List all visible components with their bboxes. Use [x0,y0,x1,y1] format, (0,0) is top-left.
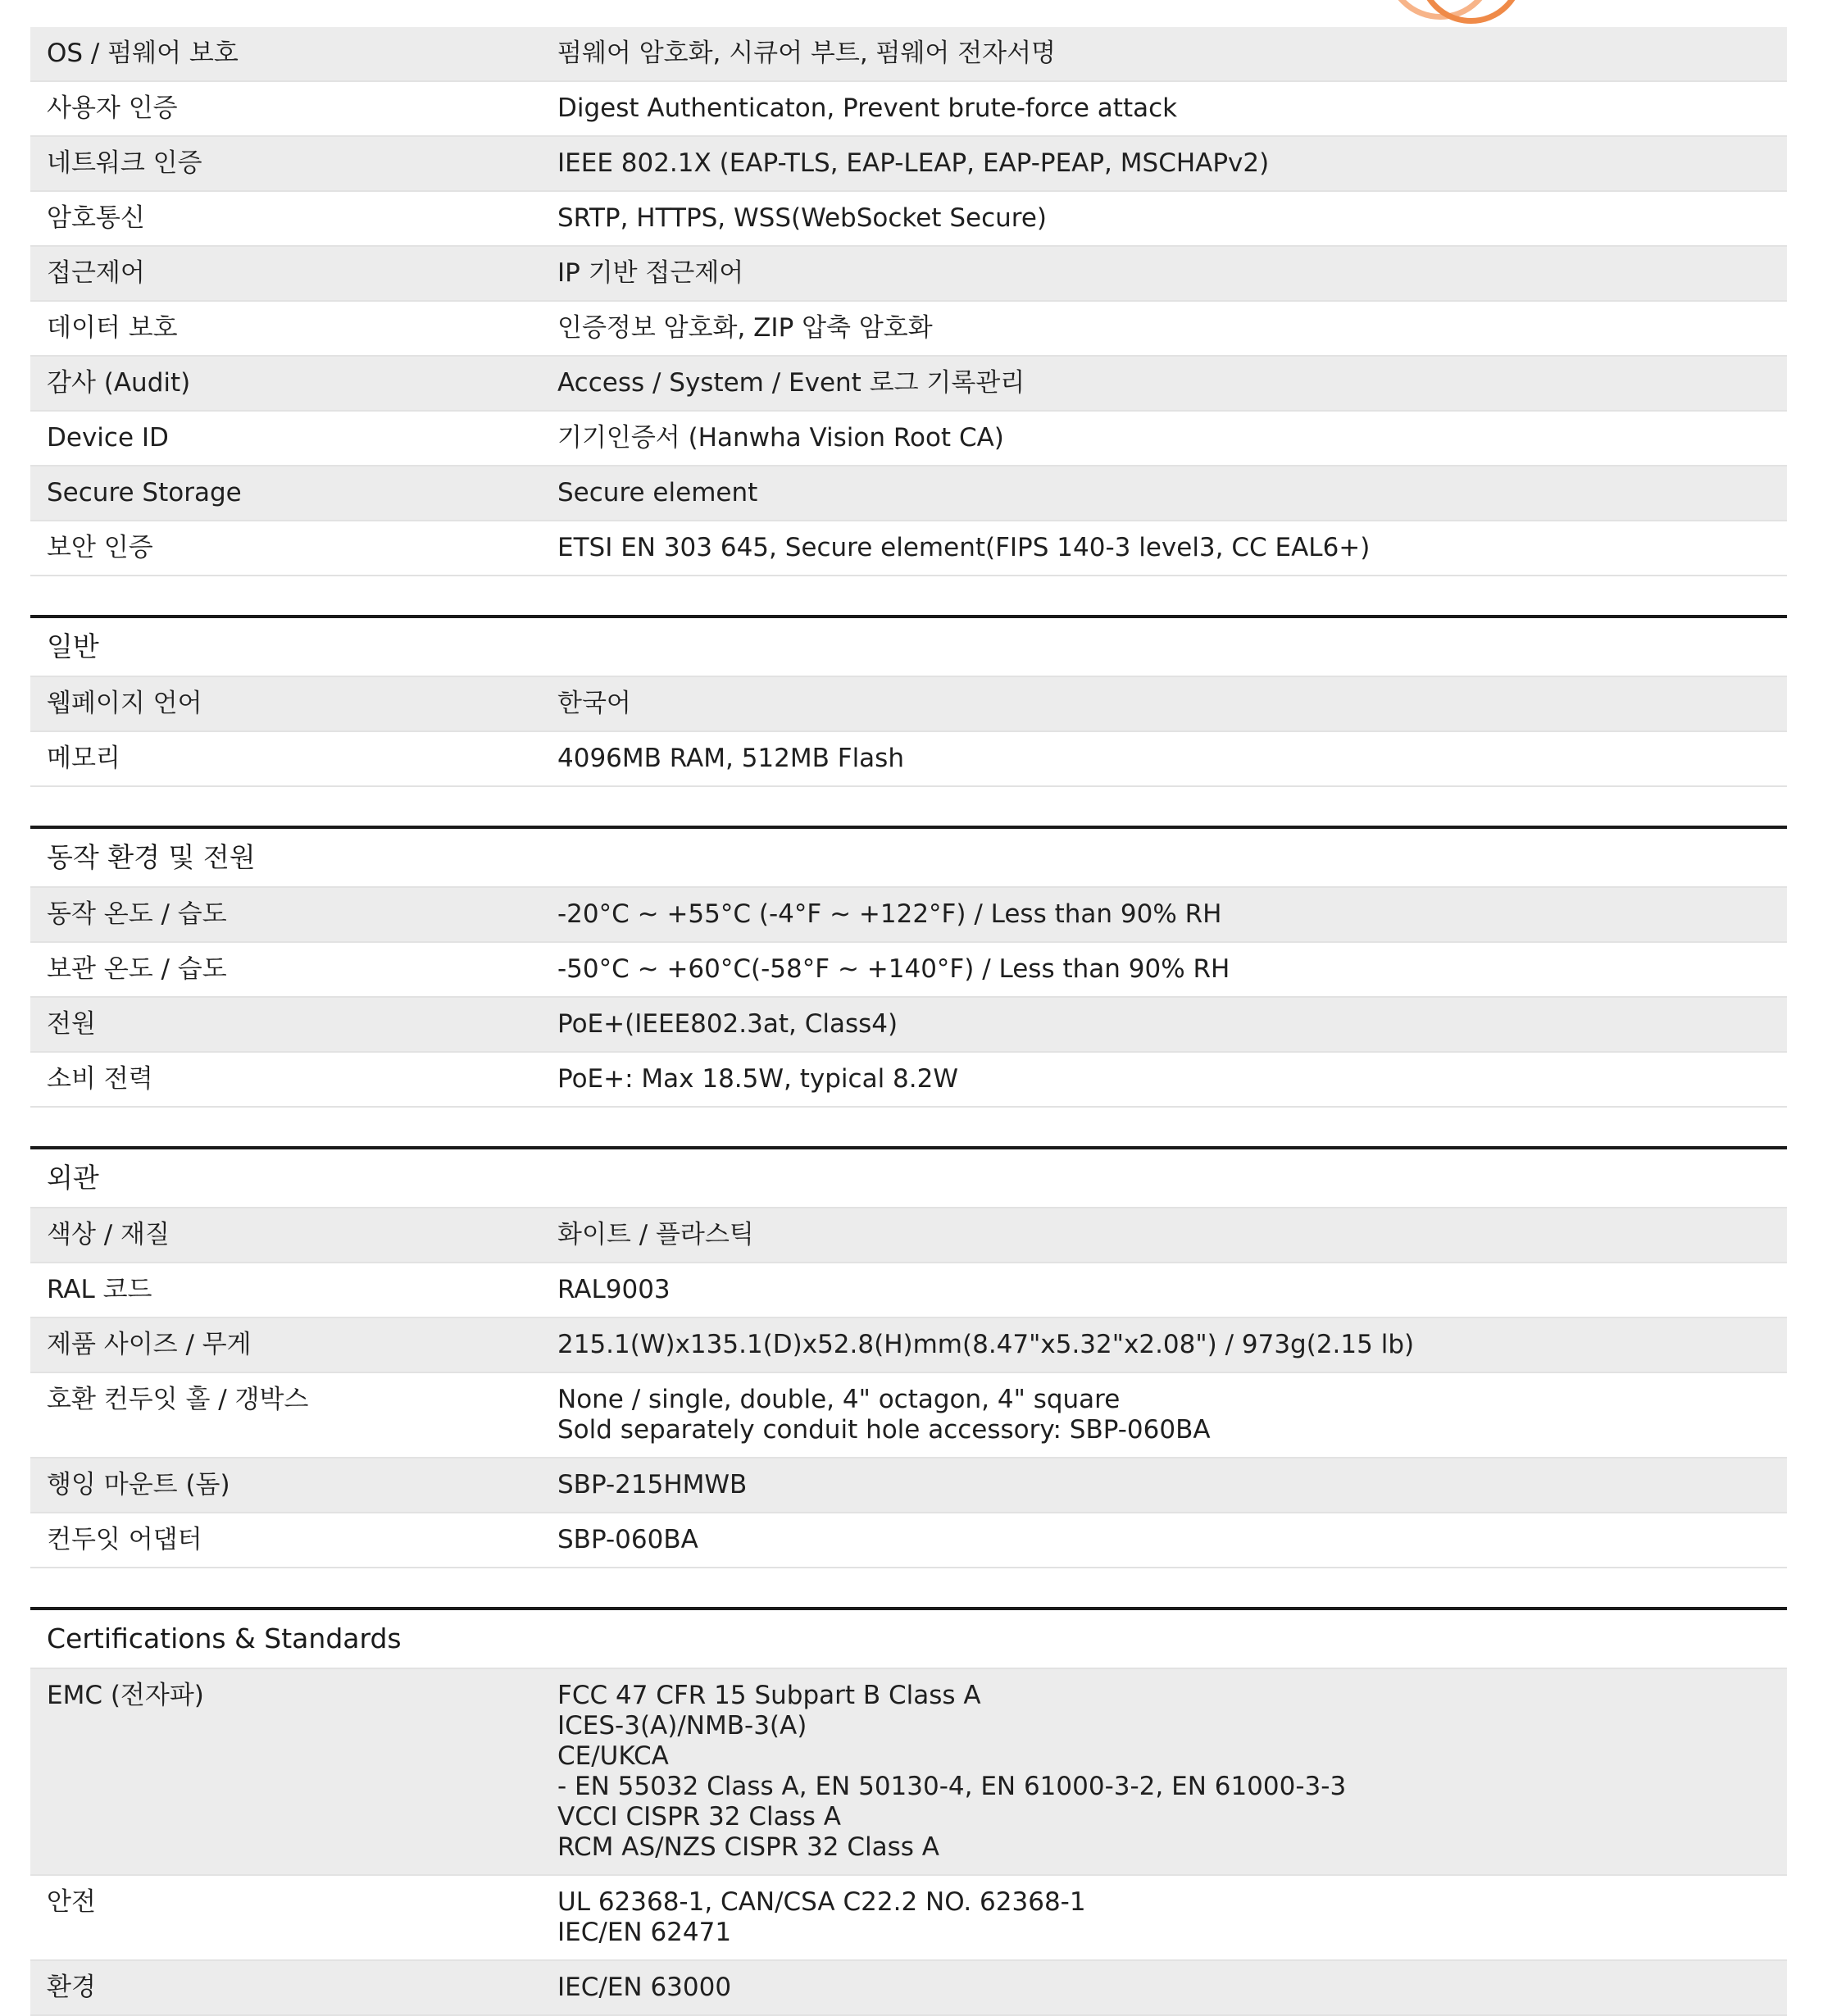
spec-row [30,1373,1787,1459]
spec-label: 암호통신 [47,203,145,233]
spec-label: 접근제어 [47,258,145,288]
spec-label: Device ID [47,423,169,453]
spec-label: 사용자 인증 [47,93,178,123]
spec-row [30,137,1787,192]
spec-label: 제품 사이즈 / 무게 [47,1330,252,1359]
spec-value: SBP-215HMWB [557,1470,748,1499]
section-title: 일반 [30,618,1787,677]
spec-label: Secure Storage [47,478,242,507]
spec-row [30,1669,1787,1876]
spec-row [30,888,1787,943]
spec-value: 한국어 [557,689,631,718]
spec-label: 행잉 마운트 (돔) [47,1470,230,1499]
spec-row [30,412,1787,466]
spec-value: UL 62368-1, CAN/CSA C22.2 NO. 62368-1 IEC/EN 62471 [557,1887,1086,1947]
spec-row [30,192,1787,247]
spec-row [30,1961,1787,2016]
spec-value: IP 기반 접근제어 [557,258,744,288]
spec-label: 색상 / 재질 [47,1220,170,1249]
spec-row [30,1876,1787,1961]
spec-label: 소비 전력 [47,1064,153,1094]
spec-row [30,998,1787,1053]
spec-value: PoE+(IEEE802.3at, Class4) [557,1009,898,1039]
spec-value: SRTP, HTTPS, WSS(WebSocket Secure) [557,203,1047,233]
spec-value: PoE+: Max 18.5W, typical 8.2W [557,1064,958,1094]
spec-label: OS / 펌웨어 보호 [47,39,239,68]
spec-label: 동작 온도 / 습도 [47,899,227,929]
spec-row [30,357,1787,412]
spec-value: FCC 47 CFR 15 Subpart B Class A ICES-3(A)/NMB-3(A) CE/UKCA - EN 55032 Class A, EN 50130-4, EN 61000-3-2, EN 61000-3-3 VCCI CISPR 32 Class A RCM AS/NZS CISPR 32 Class A [557,1681,1347,1862]
spec-value: ETSI EN 303 645, Secure element(FIPS 140-3 level3, CC EAL6+) [557,533,1371,562]
spec-row [30,82,1787,137]
spec-label: 데이터 보호 [47,313,178,343]
spec-value: Digest Authenticaton, Prevent brute-force attack [557,93,1178,123]
section-title: 동작 환경 및 전원 [30,829,1787,888]
spec-value: None / single, double, 4" octagon, 4" square Sold separately conduit hole accessory: SBP-060BA [557,1385,1211,1445]
spec-label: 안전 [47,1887,96,1917]
spec-value: -50°C ~ +60°C(-58°F ~ +140°F) / Less than 90% RH [557,954,1230,984]
spec-row [30,1513,1787,1568]
spec-section [30,27,1787,576]
spec-row [30,1263,1787,1318]
spec-section [30,1146,1787,1568]
spec-label: 보관 온도 / 습도 [47,954,227,984]
spec-row [30,521,1787,576]
spec-row [30,1208,1787,1263]
spec-label: 호환 컨두잇 홀 / 갱박스 [47,1385,309,1414]
spec-value: 화이트 / 플라스틱 [557,1220,754,1249]
section-title: 외관 [30,1149,1787,1208]
spec-value: 기기인증서 (Hanwha Vision Root CA) [557,423,1004,453]
spec-row [30,1318,1787,1373]
spec-value: SBP-060BA [557,1525,698,1554]
spec-label: 전원 [47,1009,96,1039]
spec-label: 환경 [47,1973,96,2002]
spec-row [30,732,1787,787]
spec-value: 215.1(W)x135.1(D)x52.8(H)mm(8.47"x5.32"x2.08") / 973g(2.15 lb) [557,1330,1415,1359]
spec-label: RAL 코드 [47,1275,152,1304]
decorative-orange-rings [1377,0,1525,26]
spec-row [30,247,1787,302]
spec-value: IEC/EN 63000 [557,1973,732,2002]
spec-label: 컨두잇 어댑터 [47,1525,202,1554]
spec-section [30,826,1787,1108]
spec-value: IEEE 802.1X (EAP-TLS, EAP-LEAP, EAP-PEAP, MSCHAPv2) [557,148,1270,178]
spec-label: 보안 인증 [47,533,153,562]
spec-label: 감사 (Audit) [47,368,191,398]
spec-label: 웹페이지 언어 [47,689,202,718]
spec-value: Access / System / Event 로그 기록관리 [557,368,1025,398]
spec-section [30,615,1787,787]
spec-row [30,302,1787,357]
spec-value: Secure element [557,478,758,507]
spec-section [30,1607,1787,2016]
spec-value: 4096MB RAM, 512MB Flash [557,744,904,773]
spec-row [30,1459,1787,1513]
spec-value: 인증정보 암호화, ZIP 압축 암호화 [557,313,933,343]
spec-value: RAL9003 [557,1275,671,1304]
spec-row [30,1053,1787,1108]
spec-label: EMC (전자파) [47,1681,204,1710]
spec-value: -20°C ~ +55°C (-4°F ~ +122°F) / Less than 90% RH [557,899,1222,929]
spec-row [30,466,1787,521]
section-title: Certifications & Standards [30,1610,1787,1669]
spec-label: 메모리 [47,744,120,773]
spec-row [30,27,1787,82]
spec-label: 네트워크 인증 [47,148,202,178]
spec-row [30,943,1787,998]
spec-value: 펌웨어 암호화, 시큐어 부트, 펌웨어 전자서명 [557,39,1057,68]
spec-sheet [30,27,1787,2016]
spec-row [30,677,1787,732]
